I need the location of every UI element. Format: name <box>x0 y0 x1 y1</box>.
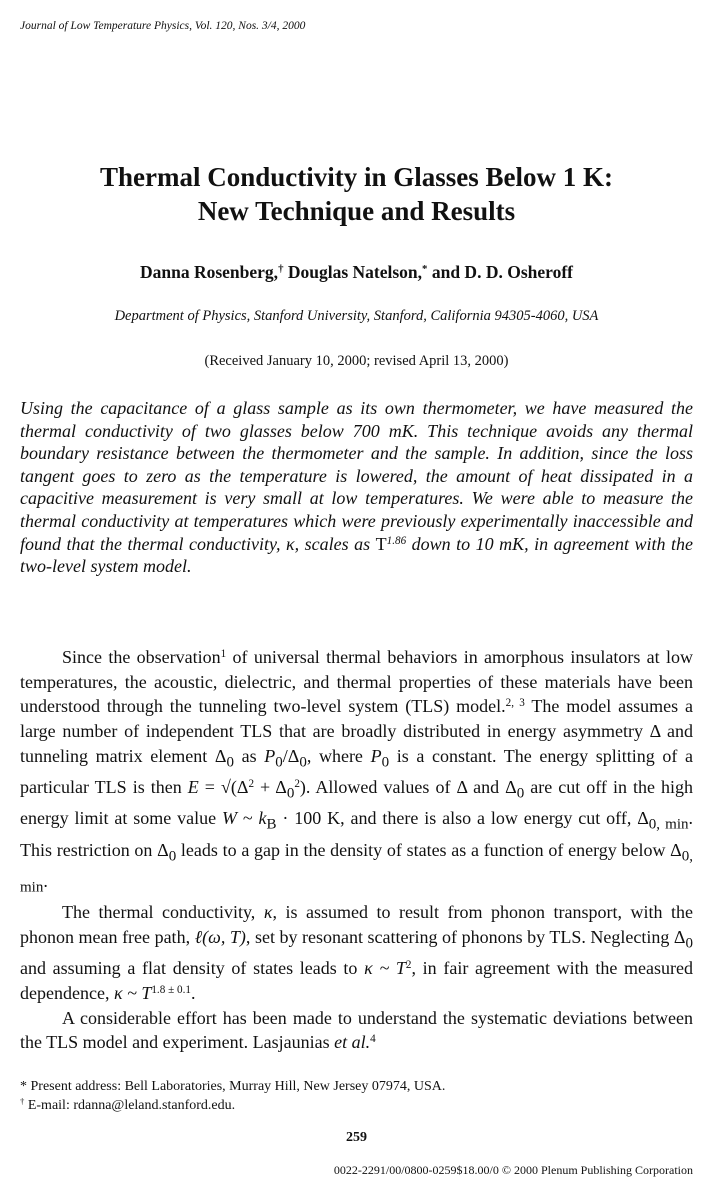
author-2-mark: * <box>422 263 428 276</box>
abstract <box>20 397 693 578</box>
footnote-1: * Present address: Bell Laboratories, Murray Hill, New Jersey 07974, USA. <box>20 1079 446 1094</box>
author-2: Douglas Natelson, <box>287 262 423 282</box>
math-expr: κ ~ T <box>364 958 406 979</box>
math-var: P <box>264 745 276 766</box>
p1-text: . This restriction on Δ <box>20 808 693 860</box>
author-1: Danna Rosenberg, <box>139 262 279 282</box>
et-al: et al. <box>334 1032 371 1053</box>
affiliation: Department of Physics, Stanford University, Stanford, California 94305-4060, USA <box>114 308 599 324</box>
subscript: 0 <box>299 754 307 771</box>
abstract-exponent: 1.86 <box>386 534 407 547</box>
p2-text: , in fair agreement with the measured dependence, <box>20 958 693 1003</box>
p2-text: , is assumed to result from phonon transport, with the phonon mean free path, <box>20 902 693 947</box>
p1-text: as <box>233 745 265 766</box>
ref-2-3: 2, 3 <box>505 697 525 710</box>
superscript: 1.8 ± 0.1 <box>151 983 191 996</box>
ref-1: 1 <box>220 647 227 660</box>
p1-text: = √(Δ <box>198 777 249 798</box>
p2-text: The thermal conductivity, <box>62 902 264 923</box>
p1-text: Since the observation <box>62 647 221 667</box>
math-var: k <box>258 808 267 829</box>
author-1-mark: † <box>278 263 284 276</box>
p1-text: ~ <box>237 808 259 829</box>
subscript: 0 <box>168 848 177 865</box>
page-number: 259 <box>346 1130 367 1145</box>
paragraph-1 <box>20 645 693 900</box>
p1-text: leads to a gap in the density of states as a function of energy below Δ <box>176 839 682 860</box>
math-expr: κ ~ T <box>113 983 152 1003</box>
p1-text: , where <box>306 745 371 766</box>
subscript: B <box>266 817 277 833</box>
copyright-line: 0022-2291/00/0800-0259$18.00/0 © 2000 Plenum Publishing Corporation <box>333 1163 693 1177</box>
author-3: and D. D. Osheroff <box>431 262 573 282</box>
received-date: (Received January 10, 2000; revised April 13, 2000) <box>204 353 509 369</box>
math-expr: ℓ(ω, T) <box>194 927 246 947</box>
footnote-2 <box>20 1096 445 1115</box>
p1-text: of universal thermal behaviors in amorphous insulators at low temperatures, the acoustic, dielectric, and thermal properties of these materials have been understood through the tunneling two-level system (TLS) model. <box>20 647 693 717</box>
p1-text: are cut off in the high energy limit at some value <box>20 777 694 829</box>
author-list <box>0 262 713 283</box>
superscript: 2 <box>248 777 255 790</box>
abstract-T: T <box>375 533 387 554</box>
p1-text: ). Allowed values of Δ and Δ <box>299 777 517 798</box>
abstract-text-1: Using the capacitance of a glass sample as its own thermometer, we have measured the thermal conductivity of two glasses below 700 mK. This technique avoids any thermal boundary resistance between the thermometer and the sample. In addition, since the loss tangent goes to zero as the temperature is lowered, the amount of heat dissipated in a capacitive measurement is very small at low temperatures. We were able to measure the thermal conductivity at temperatures which were previously experimentally inaccessible and found that the thermal conductivity, κ, scales as <box>20 398 693 554</box>
subscript: 0 <box>286 785 295 802</box>
p1-text: · 100 K, and there is also a low energy cut off, Δ <box>276 808 649 829</box>
footnotes <box>20 1077 445 1115</box>
p2-text: . <box>190 983 196 1003</box>
math-var: W <box>222 808 238 829</box>
footnote-2-mark: † <box>20 1096 25 1107</box>
paragraph-3 <box>20 1006 693 1055</box>
subscript: 0 <box>516 785 525 802</box>
math-var: P <box>370 745 382 766</box>
p1-text: . <box>43 871 48 891</box>
body-text <box>20 645 693 1055</box>
p3-text: A considerable effort has been made to understand the systematic deviations between the TLS model and experiment. Lasjaunias <box>20 1007 693 1053</box>
math-var: E <box>187 777 199 798</box>
p2-text: and assuming a flat density of states leads to <box>20 958 365 979</box>
p1-text: is a constant. The energy splitting of a particular TLS is then <box>20 745 693 798</box>
superscript: 2 <box>294 777 300 790</box>
ref-4: 4 <box>370 1033 376 1046</box>
abstract-text-2: down to 10 mK, in agreement with the two-level system model. <box>20 533 693 577</box>
paper-title <box>0 160 713 228</box>
subscript: 0 <box>381 754 390 771</box>
running-head: Journal of Low Temperature Physics, Vol. 120, Nos. 3/4, 2000 <box>20 20 306 32</box>
subscript: 0 <box>226 754 234 771</box>
subscript: 0 <box>685 935 693 952</box>
title-line-2: New Technique and Results <box>197 196 516 226</box>
paragraph-2 <box>20 900 693 1005</box>
p2-text: , set by resonant scattering of phonons by TLS. Neglecting Δ <box>245 927 686 947</box>
title-line-1: Thermal Conductivity in Glasses Below 1 K: <box>99 162 613 192</box>
subscript: 0, min <box>20 848 693 896</box>
p1-text: The model assumes a large number of independent TLS that are broadly distributed in energy asymmetry Δ and tunneling matrix element Δ <box>20 696 693 766</box>
p1-text: + Δ <box>254 777 287 798</box>
math-var: κ <box>263 902 273 923</box>
subscript: 0 <box>275 754 283 771</box>
subscript: 0, min <box>648 817 689 833</box>
superscript: 2 <box>405 959 412 972</box>
p1-text: /Δ <box>282 745 300 766</box>
footnote-2-text: E-mail: rdanna@leland.stanford.edu. <box>24 1098 236 1113</box>
